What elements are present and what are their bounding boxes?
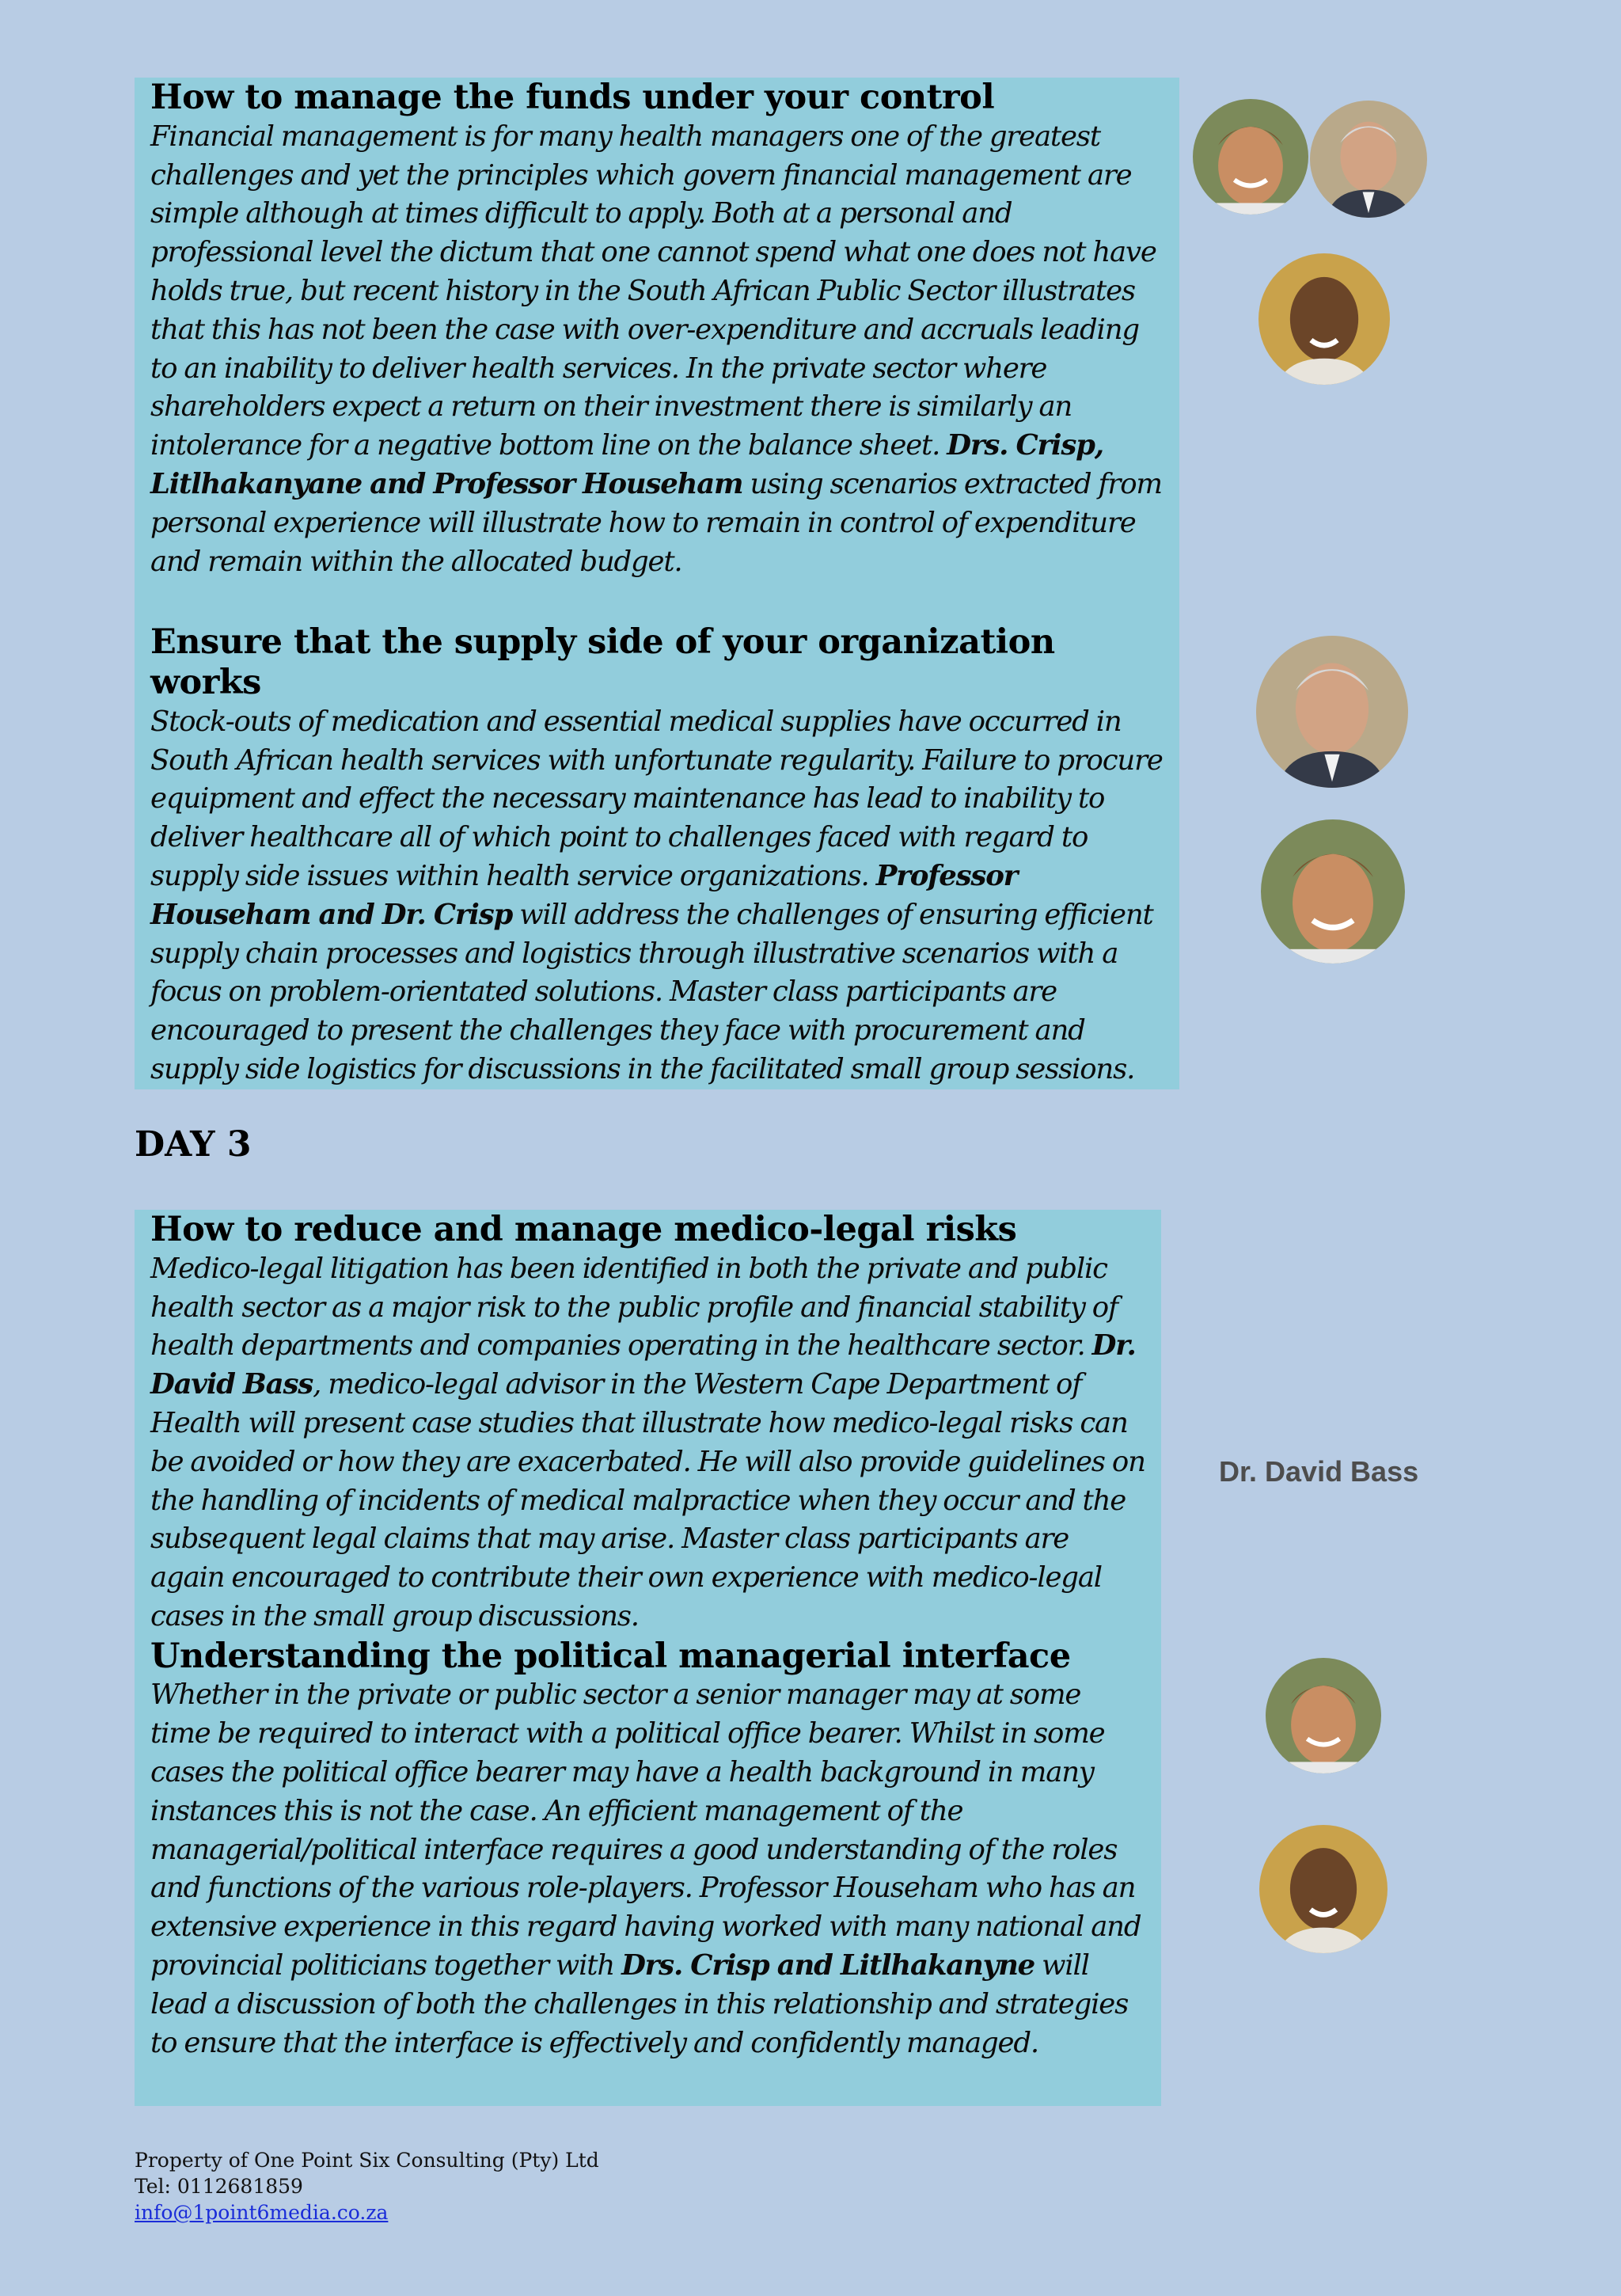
section-body-political xyxy=(150,1676,1147,2062)
body-text: , medico-legal advisor in the Western Cape Department of Health will present case studies that illustrate how medico-legal risks can be avoided or how they are exacerbated. He will also provide guidelines on the handling of incidents of medical malpractice when they occur and the subsequent legal claims that may arise. Master class participants are again encouraged to contribute their own experience with medico-legal cases in the small group discussions. xyxy=(150,1368,1145,1633)
section-body-medico-legal xyxy=(150,1250,1147,1636)
section-title-political: Understanding the political managerial interface xyxy=(150,1636,1071,1676)
body-text: Whether in the private or public sector a senior manager may at some time be required to interact with a political office bearer. Whilst in some cases the political office bearer may have a health background in many instances this is not the case. An efficient management of the managerial/political interface requires a good understanding of the roles and functions of the various role-players. Professor Househam who has an extensive experience in this regard having worked with many national and provincial politicians together with xyxy=(150,1678,1141,1982)
section-title-medico-legal: How to reduce and manage medico-legal risks xyxy=(150,1210,1017,1249)
speaker-photo-househam xyxy=(1310,101,1427,218)
body-bold-names: Drs. Crisp, Litlhakanyane and Professor Househam xyxy=(150,429,1103,500)
speaker-photo-litlhakanyane xyxy=(1259,1825,1388,1953)
footer-company: Property of One Point Six Consulting (Pty) Ltd xyxy=(135,2149,599,2172)
section-gap xyxy=(150,581,1165,622)
body-text: Medico-legal litigation has been identified in both the private and public health sector as a major risk to the public profile and financial stability of health departments and companies operating in the healthcare sector. xyxy=(150,1252,1118,1363)
footer-phone: Tel: 0112681859 xyxy=(135,2175,303,2198)
speaker-photo-crisp xyxy=(1261,819,1405,964)
footer-email-link[interactable]: info@1point6media.co.za xyxy=(135,2201,389,2224)
body-text: Stock-outs of medication and essential medical supplies have occurred in South African health services with unfortunate regularity. Failure to procure equipment and effect the necessary maintenance has lead to inability to deliver healthcare all of which point to challenges faced with regard to supply side issues within health service organizations. xyxy=(150,705,1163,892)
body-bold-names: Dr. David Bass xyxy=(150,1329,1136,1401)
body-bold-names: Professor Househam and Dr. Crisp xyxy=(150,859,1018,931)
day-heading: DAY 3 xyxy=(135,1124,252,1165)
section-title-funds: How to manage the funds under your control xyxy=(150,78,995,117)
section-box-1 xyxy=(135,78,1179,1089)
speaker-photo-crisp xyxy=(1193,99,1308,215)
speaker-label-david-bass: Dr. David Bass xyxy=(1219,1455,1419,1488)
body-text: using scenarios extracted from personal experience will illustrate how to remain in control of expenditure and remain within the allocated budget. xyxy=(150,467,1162,578)
section-title-supply: Ensure that the supply side of your organization works xyxy=(150,622,1055,703)
speaker-photo-crisp xyxy=(1266,1658,1381,1773)
body-text: Financial management is for many health managers one of the greatest challenges and yet the principles which govern financial management are simple although at times difficult to apply. Both at a personal and professional level the dictum that one cannot spend what one does not have holds true, but recent history in the South African Public Sector illustrates that this has not been the case with over-expenditure and accruals leading to an inability to deliver health services. In the private sector where shareholders expect a return on their investment there is similarly an intolerance for a negative bottom line on the balance sheet. xyxy=(150,120,1156,462)
speaker-photo-litlhakanyane xyxy=(1258,253,1390,385)
speaker-photo-househam xyxy=(1256,636,1408,788)
section-body-supply xyxy=(150,703,1165,1089)
body-text: will address the challenges of ensuring efficient supply chain processes and logistics through illustrative scenarios with a focus on problem-orientated solutions. Master class participants are encouraged to present the challenges they face with procurement and supply side logistics for discussions in the facilitated small group sessions. xyxy=(150,898,1153,1085)
section-body-funds xyxy=(150,118,1165,582)
body-text: will lead a discussion of both the challenges in this relationship and strategies to ensure that the interface is effectively and confidently managed. xyxy=(150,1949,1129,2059)
body-bold-names: Drs. Crisp and Litlhakanyne xyxy=(621,1949,1035,1982)
footer xyxy=(135,2147,599,2226)
section-box-2 xyxy=(135,1210,1161,2106)
